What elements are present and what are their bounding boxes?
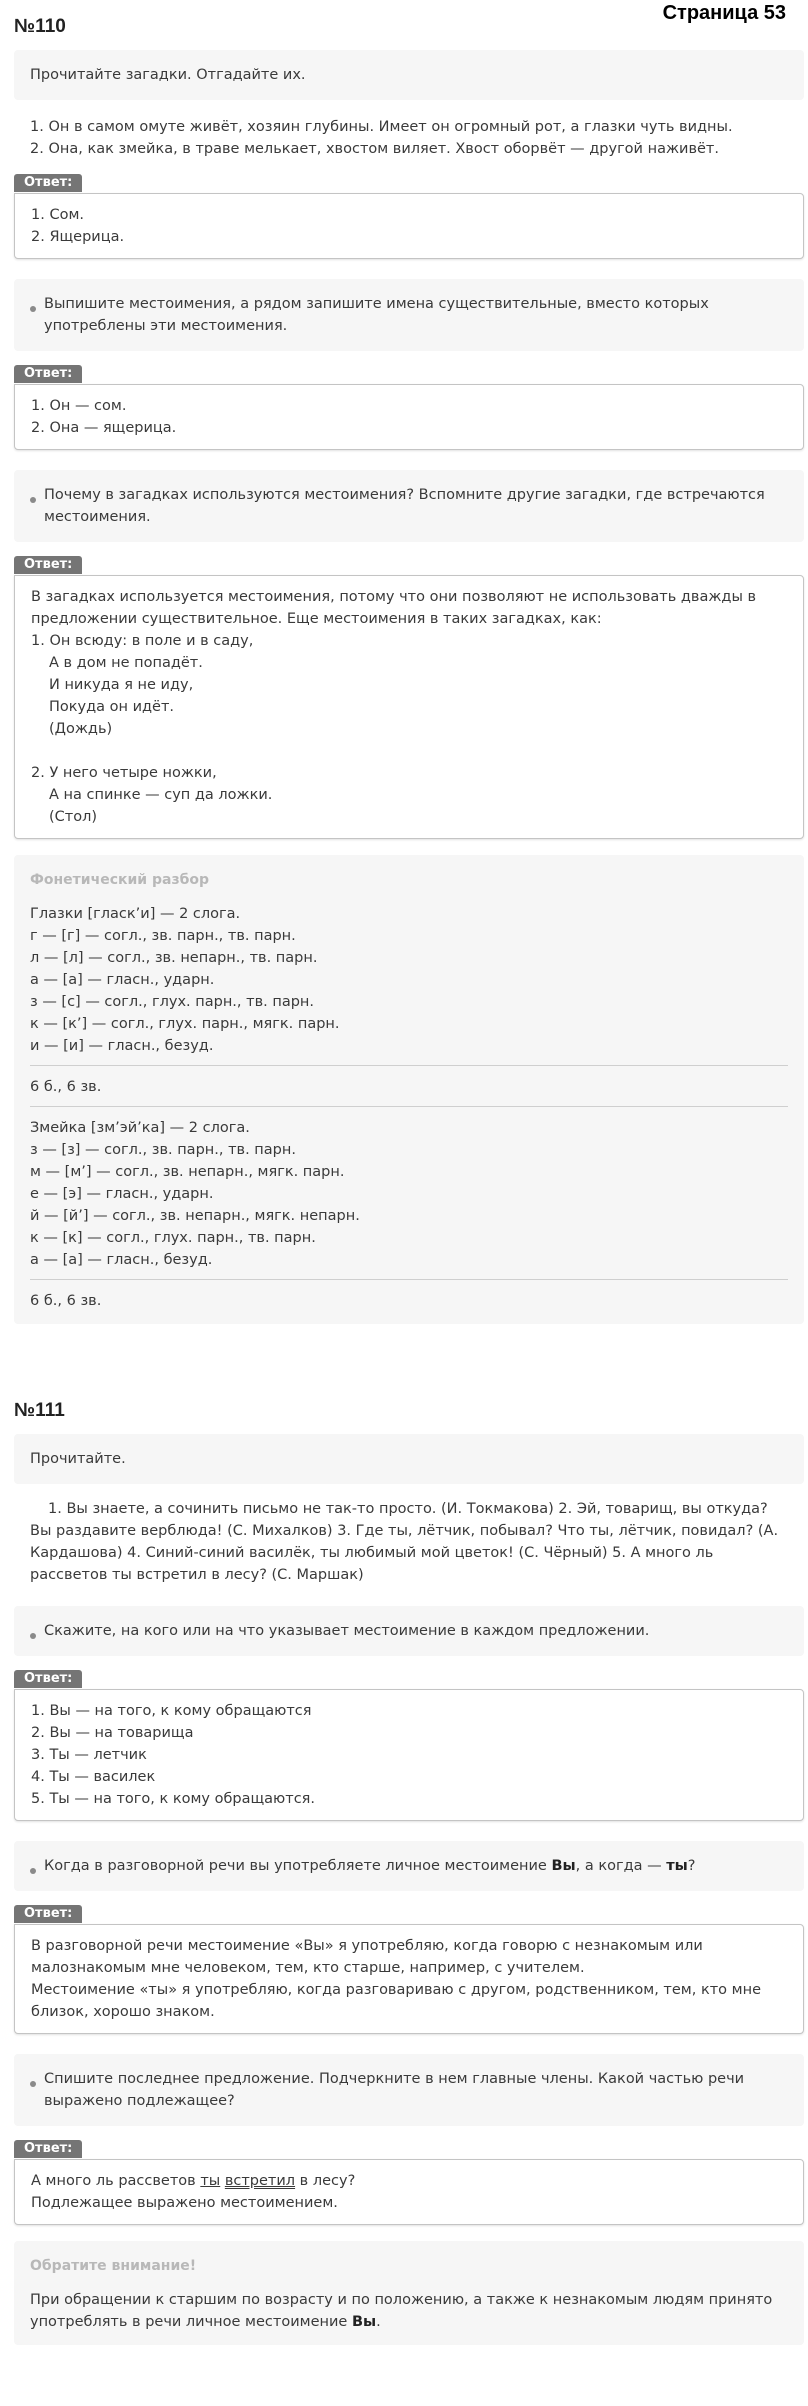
answer-box [14,193,804,259]
phonetic-total: 6 б., 6 зв. [30,1079,102,1095]
question-box [14,1841,804,1891]
riddle-line: (Дождь) [49,721,113,737]
phonetic-line: м — [м’] — согл., зв. непарн., мягк. парн. [30,1164,345,1180]
answer-line: 2. Ящерица. [31,229,125,245]
note-box [14,2241,804,2345]
answer-sentence [31,2170,787,2192]
phonetic-line: к — [к’] — согл., глух. парн., мягк. парн. [30,1016,340,1032]
answer-line: Местоимение «ты» я употребляю, когда разговариваю с другом, родственником, тем, кто мне близок, хорошо знаком. [31,1982,761,2020]
question-box [14,2054,804,2126]
divider [30,1065,788,1066]
note-pronoun: Вы [351,2314,377,2330]
pronoun-ty: ты [666,1858,688,1874]
task-box [14,50,804,100]
sentence-part: А много ль рассветов [31,2173,201,2189]
question-box [14,470,804,542]
riddle-1: 1. Он в самом омуте живёт, хозяин глубины. Имеет он огромный рот, а глазки чуть видны. [30,119,733,135]
phonetic-analysis [14,855,804,1324]
phonetic-line: й — [й’] — согл., зв. непарн., мягк. непарн. [30,1208,360,1224]
answer-box [14,384,804,450]
riddle-2: 2. Она, как змейка, в траве мелькает, хвостом виляет. Хвост оборвёт — другой наживёт. [30,141,719,157]
riddle-line: (Стол) [49,809,98,825]
exercise-number: №110 [14,16,66,37]
phonetic-total: 6 б., 6 зв. [30,1293,102,1309]
phonetic-line: л — [л] — согл., зв. непарн., тв. парн. [30,950,318,966]
note-text-a: При обращении к старшим по возрасту и по положению, а также к незнакомым людям принято употреблять в речи личное местоимение [30,2292,773,2330]
exercise-number: №111 [14,1400,65,1421]
exercise-110 [14,12,804,1324]
phonetic-line: е — [э] — гласн., ударн. [30,1186,214,1202]
answer-label: Ответ: [14,174,82,192]
note-title: Обратите внимание! [30,2258,197,2274]
answer-box [14,2159,804,2225]
riddle-line: А в дом не попадёт. [49,655,203,671]
answer-label: Ответ: [14,556,82,574]
phonetic-word: Змейка [зм’эй’ка] — 2 слога. [30,1120,250,1136]
phonetic-line: г — [г] — согл., зв. парн., тв. парн. [30,928,296,944]
riddle-line: Покуда он идёт. [49,699,175,715]
subject-underlined: ты [200,2173,221,2189]
question-box [14,1606,804,1656]
question-text: Спишите последнее предложение. Подчеркните в нем главные члены. Какой частью речи выражено подлежащее? [44,2071,745,2109]
phonetic-word: Глазки [гласк’и] — 2 слога. [30,906,241,922]
answer-box [14,1689,804,1821]
task-box [14,1434,804,1484]
question-text-a: Когда в разговорной речи вы употребляете личное местоимение [44,1858,552,1874]
answer-line: 2. Вы — на товарища [31,1725,194,1741]
answer-line: 1. Вы — на того, к кому обращаются [31,1703,312,1719]
riddle-line: 2. У него четыре ножки, [31,765,217,781]
question-text-e: ? [687,1858,696,1874]
answer-line: 5. Ты — на того, к кому обращаются. [31,1791,315,1807]
answer-line: 1. Сом. [31,207,84,223]
reading-text [14,1484,804,1586]
phonetic-title: Фонетический разбор [30,872,210,888]
phonetic-line: з — [с] — согл., глух. парн., тв. парн. [30,994,315,1010]
question-box [14,279,804,351]
question-text: Почему в загадках используются местоимения? Вспомните другие загадки, где встречаются местоимения. [44,487,765,525]
answer-box [14,1924,804,2034]
answer-label: Ответ: [14,1905,82,1923]
phonetic-line: а — [а] — гласн., безуд. [30,1252,213,1268]
riddle-line: И никуда я не иду, [49,677,194,693]
answer-box [14,575,804,839]
question-text-c: , а когда — [575,1858,667,1874]
phonetic-line: з — [з] — согл., зв. парн., тв. парн. [30,1142,296,1158]
question-text: Скажите, на кого или на что указывает местоимение в каждом предложении. [44,1623,650,1639]
note-text-c: . [376,2314,381,2330]
task-text: Прочитайте загадки. Отгадайте их. [30,67,306,83]
riddles [14,100,804,160]
answer-label: Ответ: [14,365,82,383]
phonetic-line: а — [а] — гласн., ударн. [30,972,215,988]
predicate-underlined: встретил [224,2173,296,2189]
answer-line: Подлежащее выражено местоимением. [31,2195,338,2211]
phonetic-line: и — [и] — гласн., безуд. [30,1038,214,1054]
phonetic-line: к — [к] — согл., глух. парн., тв. парн. [30,1230,316,1246]
answer-line: 3. Ты — летчик [31,1747,147,1763]
answer-label: Ответ: [14,1670,82,1688]
divider [30,1279,788,1280]
reading-text-content: 1. Вы знаете, а сочинить письмо не так-то просто. (И. Токмакова) 2. Эй, товарищ, вы откуда? Вы раздавите верблюда! (С. Михалков) 3. Где ты, лётчик, побывал? Что ты, лётчик, повидал? (А. Кардашова) 4. Синий-синий василёк, ты любимый мой цветок! (С. Чёрный) 5. А много ль рассветов ты встретил в лесу? (С. Маршак) [30,1501,779,1583]
answer-label: Ответ: [14,2140,82,2158]
answer-line: 2. Она — ящерица. [31,420,177,436]
answer-intro: В загадках используется местоимения, потому что они позволяют не использовать дважды в предложении существительное. Еще местоимения в таких загадках, как: [31,589,757,627]
riddle-line: 1. Он всюду: в поле и в саду, [31,633,254,649]
task-text: Прочитайте. [30,1451,126,1467]
answer-line: 4. Ты — василек [31,1769,156,1785]
question-text: Выпишите местоимения, а рядом запишите имена существительные, вместо которых употреблены эти местоимения. [44,296,709,334]
divider [30,1106,788,1107]
sentence-part: в лесу? [295,2173,356,2189]
answer-line: В разговорной речи местоимение «Вы» я употребляю, когда говорю с незнакомым или малознакомым мне человеком, тем, кто старше, например, с учителем. [31,1938,703,1976]
pronoun-vy: Вы [551,1858,576,1874]
answer-line: 1. Он — сом. [31,398,127,414]
exercise-111 [14,1396,804,2345]
page-label: Страница 53 [662,2,786,24]
riddle-line: А на спинке — суп да ложки. [49,787,273,803]
